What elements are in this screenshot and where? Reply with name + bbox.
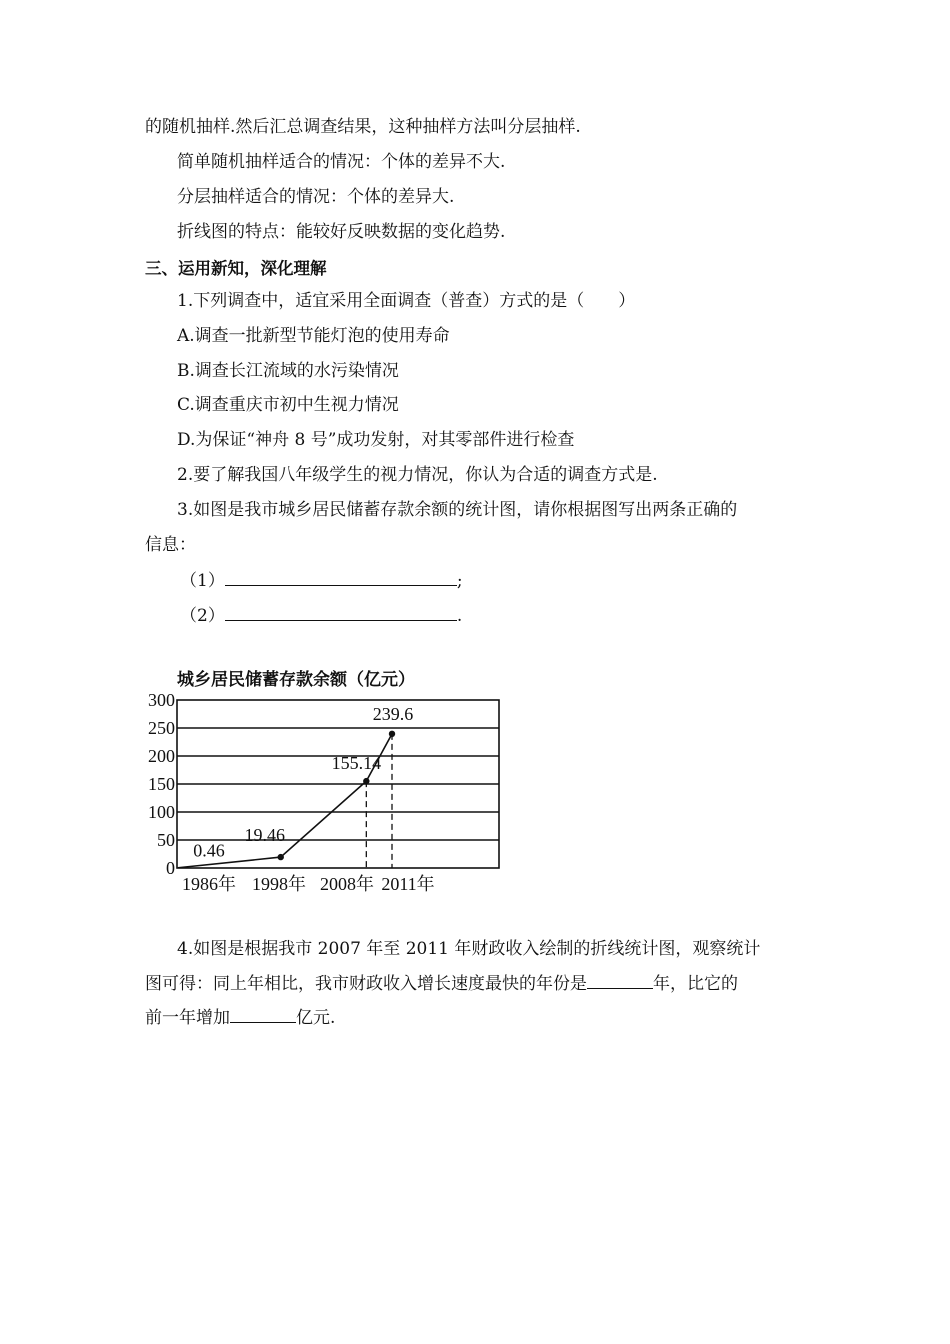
question-4-line-1: 4.如图是根据我市 2007 年至 2011 年财政收入绘制的折线统计图，观察统计 (177, 939, 761, 959)
chart-title: 城乡居民储蓄存款余额（亿元） (177, 670, 415, 690)
intro-text-line-2: 简单随机抽样适合的情况：个体的差异不大. (177, 152, 506, 172)
question-1-stem: 1.下列调查中，适宜采用全面调查（普查）方式的是（ ） (177, 291, 636, 311)
answer-1-label: （1） (180, 571, 225, 591)
question-4-text-b: 年，比它的 (653, 974, 738, 994)
question-4-line-2 (145, 972, 738, 995)
x-tick-label: 1986年 (182, 874, 236, 894)
data-point (363, 778, 369, 784)
chart-grid (177, 700, 499, 868)
data-label: 19.46 (244, 825, 285, 846)
question-1-option-b: B.调查长江流域的水污染情况 (177, 361, 399, 381)
question-1-option-a: A.调查一批新型节能灯泡的使用寿命 (177, 326, 450, 346)
chart-y-ticks (148, 690, 175, 878)
intro-text-line-1: 的随机抽样.然后汇总调查结果，这种抽样方法叫分层抽样. (145, 117, 581, 137)
question-3-stem-line-2: 信息： (145, 535, 196, 555)
question-1-option-d: D.为保证“神舟 8 号”成功发射，对其零部件进行检查 (177, 430, 575, 450)
y-tick-label: 50 (157, 830, 175, 850)
data-point (278, 854, 284, 860)
question-2-stem: 2.要了解我国八年级学生的视力情况，你认为合适的调查方式是. (177, 465, 658, 485)
y-tick-label: 300 (148, 690, 175, 710)
question-4-text-c: 前一年增加 (145, 1008, 230, 1028)
data-label: 155.14 (331, 753, 382, 774)
answer-2-end: . (456, 606, 463, 626)
data-label: 239.6 (372, 703, 414, 724)
question-4-line-3 (145, 1006, 335, 1029)
y-tick-label: 250 (148, 718, 175, 738)
y-tick-label: 150 (148, 774, 175, 794)
answer-line-1 (180, 569, 463, 592)
section-heading: 三、运用新知，深化理解 (145, 259, 327, 278)
data-label: 0.46 (193, 840, 225, 861)
question-3-stem-line-1: 3.如图是我市城乡居民储蓄存款余额的统计图，请你根据图写出两条正确的 (177, 500, 738, 520)
savings-line-chart (140, 662, 520, 902)
intro-text-line-4: 折线图的特点：能较好反映数据的变化趋势. (177, 222, 506, 242)
answer-2-blank[interactable] (225, 604, 457, 621)
x-tick-label: 2011年 (381, 874, 435, 894)
question-1-option-c: C.调查重庆市初中生视力情况 (177, 395, 399, 415)
answer-1-blank[interactable] (225, 569, 457, 586)
x-tick-label: 2008年 (320, 874, 374, 894)
answer-line-2 (180, 604, 462, 627)
y-tick-label: 100 (148, 802, 175, 822)
answer-2-label: （2） (180, 606, 225, 626)
year-blank[interactable] (587, 972, 653, 989)
data-point (389, 731, 395, 737)
increase-blank[interactable] (230, 1006, 296, 1023)
x-tick-label: 1998年 (252, 874, 306, 894)
chart-x-ticks (182, 873, 435, 894)
question-4-text-d: 亿元. (296, 1008, 336, 1028)
y-tick-label: 200 (148, 746, 175, 766)
intro-text-line-3: 分层抽样适合的情况：个体的差异大. (177, 187, 455, 207)
answer-1-end: ; (456, 571, 463, 591)
question-4-text-a: 图可得：同上年相比，我市财政收入增长速度最快的年份是 (145, 974, 587, 994)
y-tick-label: 0 (166, 858, 175, 878)
